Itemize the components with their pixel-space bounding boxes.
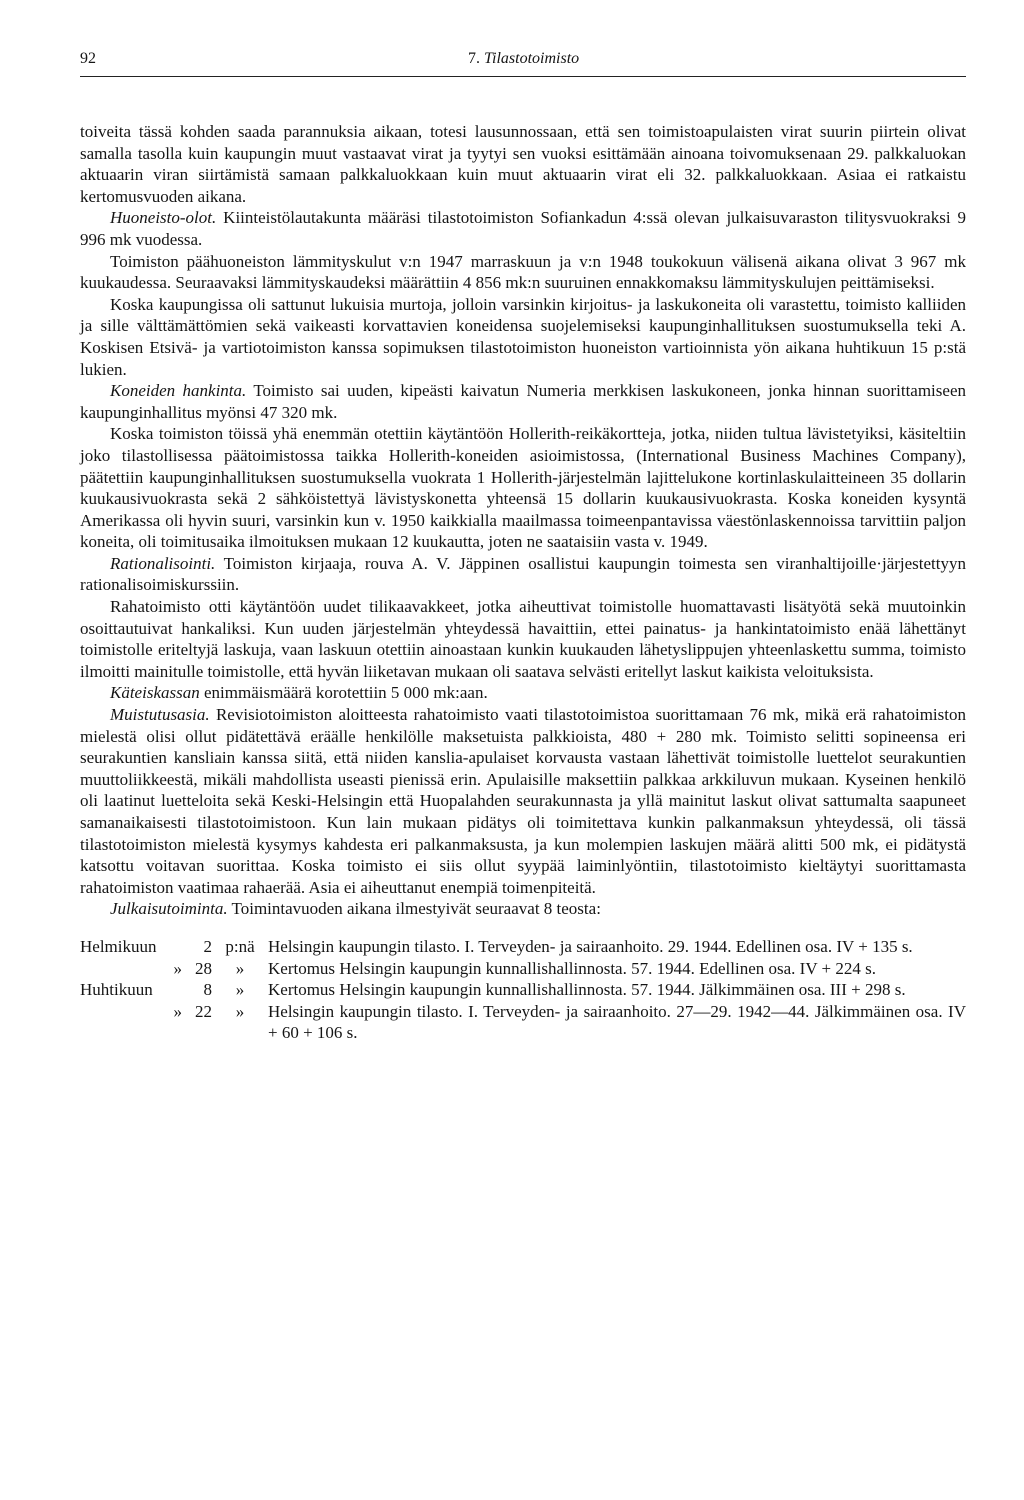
section-lead: Julkaisutoiminta. [110, 899, 228, 919]
section-lead: Huoneisto-olot. [110, 208, 217, 228]
publication-day: 2 [203, 936, 212, 956]
publication-row [80, 979, 966, 1001]
paragraph: Muistutusasia. Revisiotoimiston aloitteesta rahatoimisto vaati tilastotoimistoa suorittamaan 76 mk, mikä erä rahatoimiston mielestä olisi ollut pidätettävä eräälle henkilölle maksetuista palkkioista, 480 + 280 mk. Toimisto selitti sopineensa eri seurakuntien kansliain kanssa siitä, että niiden kanslia-apulaiset korvausta vastaan lähettivät toimistolle luettelot seurakuntien muuttoliikkeestä, mikäli mahdollista useasti pienissä erin. Apulaisille maksettiin palkkaa arkkiluvun mukaan. Kyseinen henkilö oli laatinut luetteloita sekä Keski-Helsingin että Huopalahden seurakunnasta ja yllä mainitut laskut olivat sattumalta saapuneet samanaikaisesti tilastotoimistoon. Kun lain mukaan pidätys oli toimitettava kunkin palkanmaksun yhteydessä, oli tässä tilastotoimiston mielestä kysymys kahdesta eri palkanmaksusta, ja kun molempien laskujen määrä alitti 500 mk, ei pidätystä katsottu voitavan suorittaa. Koska toimisto ei siis ollut syypää laiminlyöntiin, tilastotoimisto kieltäytyi suorittamasta rahatoimiston vaatimaa rahaerää. Asia ei aiheuttanut enempiä toimenpiteitä. [80, 705, 966, 897]
publication-unit: p:nä [225, 936, 255, 956]
paragraph: Käteiskassan enimmäismäärä korotettiin 5 000 mk:aan. [110, 683, 488, 703]
page-number: 92 [80, 50, 96, 67]
publication-day: 28 [195, 958, 212, 978]
running-title [468, 50, 579, 68]
publication-unit: » [235, 980, 245, 1000]
paragraph: Rahatoimisto otti käytäntöön uudet tilikaavakkeet, jotka aiheuttivat toimistolle huomattavasti lisätyötä sekä muutoinkin osoittautuivat hankaliksi. Kun uuden järjestelmän yhteydessä havaittiin, ettei painatus- ja hankintatoimisto enää lähettänyt toimistolle eriteltyjä laskuja, vaan laskuun otettiin ainoastaan kunkin kuukauden lähetyslippujen yhteenlaskettu summa, toimisto ilmoitti mainitulle toimistolle, että hyvän liiketavan mukaan oli saatava selvästi eritellyt laskut kaikista veloituksista. [80, 597, 966, 681]
section-lead: Muistutusasia. [110, 705, 210, 725]
paragraph: toiveita tässä kohden saada parannuksia aikaan, totesi lausunnossaan, että sen toimistoapulaisten virat suurin piirtein olivat samalla tasolla kuin kaupungin muut vastaavat virat ja tyytyi sen vuoksi esittämään ainoana toivomuksenaan 29. palkkaluokan aktuaarin viran siirtämistä samaan palkkaluokkaan kuin muut aktuaarin virat eli 32. palkkaluokkaan. Asiaa ei ratkaistu kertomusvuoden aikana. [80, 122, 966, 206]
body-text [80, 121, 966, 920]
publication-title: Kertomus Helsingin kaupungin kunnallishallinnosta. 57. 1944. Jälkimmäinen osa. III + 298 s. [268, 980, 906, 1000]
publication-list [80, 936, 966, 1044]
section-lead: Käteiskassan [110, 683, 200, 703]
publication-month: Huhtikuun [80, 980, 153, 1000]
publication-unit: » [235, 958, 245, 978]
chapter-number: 7. [468, 50, 480, 67]
publication-row [80, 958, 966, 980]
paragraph: Koska toimiston töissä yhä enemmän otettiin käytäntöön Hollerith-reikäkortteja, jotka, niiden tultua lävistetyiksi, käsiteltiin joko tilastollisessa päätoimistossa taikka Hollerith-koneiden asioimistossa, (International Business Machines Company), päätettiin kaupunginhallituksen suostumuksella vuokrata 1 Hollerith-järjestelmän lajittelukone kortinlaskulaitteineen 35 dollarin kuukausivuokrasta sekä 2 sähköistettyä lävistyskonetta yhteensä 15 dollarin kuukausivuokrasta. Koska koneiden kysyntä Amerikassa oli hyvin suuri, varsinkin kun v. 1950 kaikkialla maailmassa toimeenpantavissa väestönlaskennoissa tarvittiin paljon koneita, oli toimitusaika ilmoituksen mukaan 12 kuukautta, joten ne saataisiin vasta v. 1949. [80, 424, 966, 552]
publication-month: » [173, 1001, 182, 1021]
paragraph: Huoneisto-olot. Kiinteistölautakunta määräsi tilastotoimiston Sofiankadun 4:ssä olevan julkaisuvaraston tilitysvuokraksi 9 996 mk vuodessa. [80, 208, 966, 249]
running-header [80, 50, 966, 77]
document-page [80, 50, 966, 1044]
paragraph: Koneiden hankinta. Toimisto sai uuden, kipeästi kaivatun Numeria merkkisen laskukoneen, jonka hinnan suorittamiseen kaupunginhallitus myönsi 47 320 mk. [80, 381, 966, 422]
publication-day: 8 [203, 980, 212, 1000]
publication-month: » [173, 958, 182, 978]
section-lead: Rationalisointi. [110, 553, 216, 573]
publication-title: Kertomus Helsingin kaupungin kunnallishallinnosta. 57. 1944. Edellinen osa. IV + 224 s. [268, 958, 876, 978]
paragraph: Julkaisutoiminta. Toimintavuoden aikana ilmestyivät seuraavat 8 teosta: [110, 899, 601, 919]
publication-day: 22 [195, 1001, 212, 1021]
paragraph: Rationalisointi. Toimiston kirjaaja, rouva A. V. Jäppinen osallistui kaupungin toimesta sen viranhaltijoille·järjestettyyn rationalisoimiskurssiin. [80, 553, 966, 595]
publication-title: Helsingin kaupungin tilasto. I. Terveyden- ja sairaanhoito. 27—29. 1942—44. Jälkimmäinen osa. IV + 60 + 106 s. [268, 1001, 966, 1043]
paragraph: Koska kaupungissa oli sattunut lukuisia murtoja, jolloin varsinkin kirjoitus- ja laskukoneita oli varastettu, toimisto kalliiden ja sille välttämättömien sekä vaikeasti korvattavien koneidensa suojelemiseksi kaupunginhallituksen suostumuksella teki A. Koskisen Etsivä- ja vartiotoimiston kanssa sopimuksen tilastotoimiston huoneiston vartioinnista yön aikana huhtikuun 15 p:stä lukien. [80, 294, 966, 379]
publication-row [80, 936, 966, 958]
paragraph: Toimiston päähuoneiston lämmityskulut v:n 1947 marraskuun ja v:n 1948 toukokuun välisenä aikana olivat 3 967 mk kuukaudessa. Seuraavaksi lämmityskaudeksi määrättiin 4 856 mk:n suuruinen ennakkomaksu lämmityskulujen peittämiseksi. [80, 251, 966, 293]
chapter-title: Tilastotoimisto [484, 50, 580, 67]
publication-unit: » [235, 1001, 245, 1021]
section-lead: Koneiden hankinta. [110, 381, 247, 401]
publication-month: Helmikuun [80, 936, 157, 956]
publication-row [80, 1001, 966, 1044]
publication-title: Helsingin kaupungin tilasto. I. Terveyden- ja sairaanhoito. 29. 1944. Edellinen osa. IV + 135 s. [268, 936, 913, 956]
